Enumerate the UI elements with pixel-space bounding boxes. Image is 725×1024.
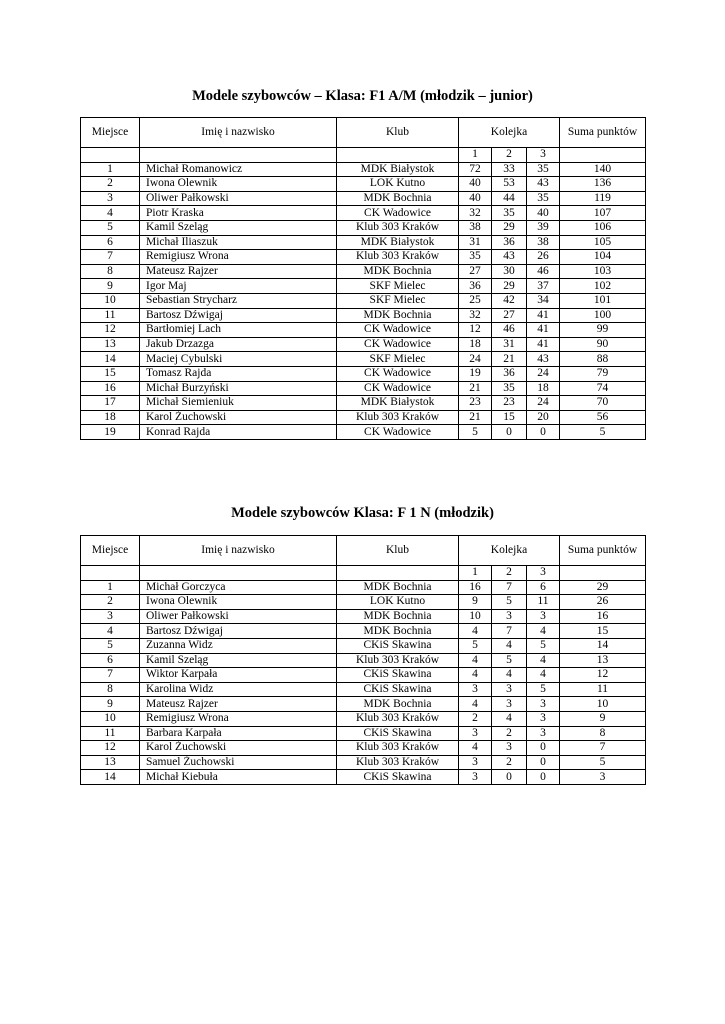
name-cell: Iwona Olewnik	[140, 595, 337, 610]
round-2-cell: 43	[492, 250, 527, 265]
round-1-cell: 72	[459, 162, 492, 177]
table-row	[81, 308, 646, 323]
sum-cell: 26	[560, 595, 646, 610]
club-cell: MDK Bochnia	[337, 580, 459, 595]
name-cell: Kamil Szeląg	[140, 220, 337, 235]
table-title: Modele szybowców Klasa: F 1 N (młodzik)	[231, 505, 494, 521]
sum-cell: 88	[560, 352, 646, 367]
place-cell: 10	[81, 293, 140, 308]
empty-cell	[337, 148, 459, 163]
round-2-cell: 36	[492, 235, 527, 250]
round-2-cell: 3	[492, 682, 527, 697]
place-cell: 11	[81, 726, 140, 741]
club-cell: SKF Mielec	[337, 293, 459, 308]
round-number-row	[81, 148, 646, 163]
round-3-cell: 35	[527, 191, 560, 206]
round-3-cell: 3	[527, 609, 560, 624]
name-cell: Tomasz Rajda	[140, 366, 337, 381]
empty-cell	[81, 566, 140, 581]
place-cell: 12	[81, 741, 140, 756]
name-cell: Karol Żuchowski	[140, 410, 337, 425]
table-row	[81, 755, 646, 770]
round-1-cell: 10	[459, 609, 492, 624]
sum-cell: 74	[560, 381, 646, 396]
sum-cell: 12	[560, 668, 646, 683]
table-row	[81, 711, 646, 726]
round-1-cell: 21	[459, 381, 492, 396]
sum-cell: 70	[560, 396, 646, 411]
club-cell: CK Wadowice	[337, 206, 459, 221]
round-3-cell: 5	[527, 682, 560, 697]
round-2-cell: 29	[492, 279, 527, 294]
round-2-cell: 2	[492, 726, 527, 741]
results-section-f1n	[80, 503, 645, 785]
round-2-cell: 2	[492, 755, 527, 770]
round-1-cell: 12	[459, 323, 492, 338]
round-number: 2	[492, 148, 527, 163]
header-name: Imię i nazwisko	[140, 536, 337, 566]
club-cell: MDK Bochnia	[337, 264, 459, 279]
round-1-cell: 3	[459, 682, 492, 697]
round-2-cell: 5	[492, 653, 527, 668]
round-2-cell: 3	[492, 697, 527, 712]
sum-cell: 100	[560, 308, 646, 323]
round-number: 2	[492, 566, 527, 581]
round-1-cell: 36	[459, 279, 492, 294]
round-number-row	[81, 566, 646, 581]
round-3-cell: 0	[527, 770, 560, 785]
round-3-cell: 24	[527, 396, 560, 411]
club-cell: SKF Mielec	[337, 352, 459, 367]
sum-cell: 119	[560, 191, 646, 206]
round-number: 1	[459, 566, 492, 581]
sum-cell: 11	[560, 682, 646, 697]
round-3-cell: 43	[527, 352, 560, 367]
place-cell: 9	[81, 697, 140, 712]
results-table	[80, 117, 646, 440]
place-cell: 17	[81, 396, 140, 411]
round-3-cell: 34	[527, 293, 560, 308]
round-3-cell: 0	[527, 755, 560, 770]
round-3-cell: 3	[527, 726, 560, 741]
table-row	[81, 425, 646, 440]
name-cell: Bartłomiej Lach	[140, 323, 337, 338]
table-row	[81, 264, 646, 279]
header-row	[81, 118, 646, 148]
header-row	[81, 536, 646, 566]
round-2-cell: 0	[492, 770, 527, 785]
club-cell: CK Wadowice	[337, 323, 459, 338]
table-row	[81, 162, 646, 177]
club-cell: Klub 303 Kraków	[337, 410, 459, 425]
round-1-cell: 4	[459, 741, 492, 756]
results-section-f1am	[80, 86, 645, 440]
round-2-cell: 7	[492, 624, 527, 639]
place-cell: 5	[81, 638, 140, 653]
round-1-cell: 25	[459, 293, 492, 308]
table-row	[81, 595, 646, 610]
round-1-cell: 3	[459, 755, 492, 770]
round-1-cell: 32	[459, 308, 492, 323]
header-sum: Suma punktów	[560, 536, 646, 566]
round-3-cell: 40	[527, 206, 560, 221]
round-2-cell: 15	[492, 410, 527, 425]
round-2-cell: 5	[492, 595, 527, 610]
club-cell: MDK Bochnia	[337, 308, 459, 323]
round-3-cell: 5	[527, 638, 560, 653]
empty-cell	[560, 148, 646, 163]
place-cell: 18	[81, 410, 140, 425]
name-cell: Igor Maj	[140, 279, 337, 294]
table-row	[81, 726, 646, 741]
round-1-cell: 31	[459, 235, 492, 250]
round-2-cell: 23	[492, 396, 527, 411]
name-cell: Mateusz Rajzer	[140, 264, 337, 279]
sum-cell: 79	[560, 366, 646, 381]
round-3-cell: 0	[527, 741, 560, 756]
table-row	[81, 381, 646, 396]
round-2-cell: 4	[492, 638, 527, 653]
sum-cell: 99	[560, 323, 646, 338]
name-cell: Mateusz Rajzer	[140, 697, 337, 712]
table-row	[81, 337, 646, 352]
round-3-cell: 26	[527, 250, 560, 265]
header-rounds: Kolejka	[459, 118, 560, 148]
round-3-cell: 11	[527, 595, 560, 610]
round-3-cell: 3	[527, 697, 560, 712]
place-cell: 8	[81, 682, 140, 697]
place-cell: 14	[81, 770, 140, 785]
place-cell: 7	[81, 668, 140, 683]
round-1-cell: 38	[459, 220, 492, 235]
name-cell: Konrad Rajda	[140, 425, 337, 440]
table-row	[81, 220, 646, 235]
round-2-cell: 35	[492, 206, 527, 221]
round-1-cell: 40	[459, 177, 492, 192]
name-cell: Samuel Żuchowski	[140, 755, 337, 770]
club-cell: Klub 303 Kraków	[337, 220, 459, 235]
club-cell: MDK Białystok	[337, 162, 459, 177]
place-cell: 6	[81, 235, 140, 250]
sum-cell: 104	[560, 250, 646, 265]
round-3-cell: 41	[527, 337, 560, 352]
place-cell: 9	[81, 279, 140, 294]
place-cell: 16	[81, 381, 140, 396]
club-cell: Klub 303 Kraków	[337, 755, 459, 770]
place-cell: 5	[81, 220, 140, 235]
round-number: 3	[527, 148, 560, 163]
name-cell: Remigiusz Wrona	[140, 711, 337, 726]
sum-cell: 14	[560, 638, 646, 653]
round-3-cell: 35	[527, 162, 560, 177]
table-row	[81, 250, 646, 265]
round-3-cell: 24	[527, 366, 560, 381]
header-rounds: Kolejka	[459, 536, 560, 566]
place-cell: 3	[81, 609, 140, 624]
sum-cell: 56	[560, 410, 646, 425]
round-3-cell: 6	[527, 580, 560, 595]
place-cell: 12	[81, 323, 140, 338]
table-row	[81, 580, 646, 595]
name-cell: Kamil Szeląg	[140, 653, 337, 668]
club-cell: LOK Kutno	[337, 177, 459, 192]
name-cell: Karol Żuchowski	[140, 741, 337, 756]
place-cell: 4	[81, 624, 140, 639]
club-cell: MDK Białystok	[337, 235, 459, 250]
round-3-cell: 43	[527, 177, 560, 192]
club-cell: Klub 303 Kraków	[337, 711, 459, 726]
sum-cell: 15	[560, 624, 646, 639]
round-2-cell: 3	[492, 741, 527, 756]
results-table	[80, 535, 646, 785]
club-cell: CK Wadowice	[337, 381, 459, 396]
club-cell: MDK Bochnia	[337, 609, 459, 624]
sum-cell: 5	[560, 755, 646, 770]
club-cell: LOK Kutno	[337, 595, 459, 610]
empty-cell	[140, 148, 337, 163]
round-1-cell: 4	[459, 697, 492, 712]
sum-cell: 90	[560, 337, 646, 352]
round-2-cell: 30	[492, 264, 527, 279]
header-sum: Suma punktów	[560, 118, 646, 148]
table-row	[81, 366, 646, 381]
round-1-cell: 21	[459, 410, 492, 425]
round-2-cell: 4	[492, 668, 527, 683]
table-row	[81, 352, 646, 367]
club-cell: CKiS Skawina	[337, 770, 459, 785]
header-place: Miejsce	[81, 536, 140, 566]
round-2-cell: 33	[492, 162, 527, 177]
table-row	[81, 279, 646, 294]
round-2-cell: 44	[492, 191, 527, 206]
name-cell: Michał Kiebuła	[140, 770, 337, 785]
sum-cell: 140	[560, 162, 646, 177]
round-2-cell: 29	[492, 220, 527, 235]
table-row	[81, 741, 646, 756]
round-3-cell: 3	[527, 711, 560, 726]
round-2-cell: 35	[492, 381, 527, 396]
club-cell: SKF Mielec	[337, 279, 459, 294]
name-cell: Zuzanna Widz	[140, 638, 337, 653]
round-2-cell: 21	[492, 352, 527, 367]
table-row	[81, 668, 646, 683]
empty-cell	[81, 148, 140, 163]
name-cell: Sebastian Strycharz	[140, 293, 337, 308]
header-club: Klub	[337, 118, 459, 148]
round-1-cell: 24	[459, 352, 492, 367]
round-2-cell: 7	[492, 580, 527, 595]
club-cell: CKiS Skawina	[337, 682, 459, 697]
header-club: Klub	[337, 536, 459, 566]
round-1-cell: 16	[459, 580, 492, 595]
name-cell: Remigiusz Wrona	[140, 250, 337, 265]
round-3-cell: 18	[527, 381, 560, 396]
round-number: 3	[527, 566, 560, 581]
place-cell: 4	[81, 206, 140, 221]
round-3-cell: 41	[527, 323, 560, 338]
table-row	[81, 206, 646, 221]
name-cell: Maciej Cybulski	[140, 352, 337, 367]
sum-cell: 107	[560, 206, 646, 221]
club-cell: CKiS Skawina	[337, 638, 459, 653]
round-1-cell: 35	[459, 250, 492, 265]
sum-cell: 29	[560, 580, 646, 595]
empty-cell	[560, 566, 646, 581]
sum-cell: 106	[560, 220, 646, 235]
name-cell: Iwona Olewnik	[140, 177, 337, 192]
round-1-cell: 5	[459, 638, 492, 653]
round-2-cell: 36	[492, 366, 527, 381]
place-cell: 19	[81, 425, 140, 440]
round-1-cell: 4	[459, 653, 492, 668]
place-cell: 2	[81, 595, 140, 610]
round-3-cell: 4	[527, 668, 560, 683]
table-row	[81, 682, 646, 697]
name-cell: Michał Gorczyca	[140, 580, 337, 595]
club-cell: CK Wadowice	[337, 425, 459, 440]
place-cell: 13	[81, 337, 140, 352]
table-row	[81, 609, 646, 624]
header-place: Miejsce	[81, 118, 140, 148]
round-1-cell: 4	[459, 624, 492, 639]
round-2-cell: 46	[492, 323, 527, 338]
name-cell: Jakub Drzazga	[140, 337, 337, 352]
round-1-cell: 2	[459, 711, 492, 726]
name-cell: Karolina Widz	[140, 682, 337, 697]
table-row	[81, 191, 646, 206]
name-cell: Michał Burzyński	[140, 381, 337, 396]
name-cell: Wiktor Karpała	[140, 668, 337, 683]
place-cell: 13	[81, 755, 140, 770]
table-row	[81, 410, 646, 425]
club-cell: MDK Bochnia	[337, 191, 459, 206]
sum-cell: 136	[560, 177, 646, 192]
sum-cell: 10	[560, 697, 646, 712]
name-cell: Bartosz Dźwigaj	[140, 624, 337, 639]
round-3-cell: 4	[527, 624, 560, 639]
round-3-cell: 39	[527, 220, 560, 235]
sum-cell: 8	[560, 726, 646, 741]
round-3-cell: 37	[527, 279, 560, 294]
club-cell: Klub 303 Kraków	[337, 250, 459, 265]
club-cell: CKiS Skawina	[337, 726, 459, 741]
place-cell: 6	[81, 653, 140, 668]
place-cell: 1	[81, 162, 140, 177]
table-row	[81, 177, 646, 192]
round-2-cell: 3	[492, 609, 527, 624]
table-row	[81, 770, 646, 785]
round-1-cell: 23	[459, 396, 492, 411]
sum-cell: 103	[560, 264, 646, 279]
club-cell: MDK Bochnia	[337, 697, 459, 712]
round-1-cell: 19	[459, 366, 492, 381]
round-1-cell: 9	[459, 595, 492, 610]
round-1-cell: 18	[459, 337, 492, 352]
round-2-cell: 27	[492, 308, 527, 323]
club-cell: CKiS Skawina	[337, 668, 459, 683]
round-1-cell: 27	[459, 264, 492, 279]
place-cell: 7	[81, 250, 140, 265]
round-1-cell: 3	[459, 770, 492, 785]
round-1-cell: 32	[459, 206, 492, 221]
sum-cell: 105	[560, 235, 646, 250]
round-3-cell: 41	[527, 308, 560, 323]
round-1-cell: 3	[459, 726, 492, 741]
sum-cell: 16	[560, 609, 646, 624]
place-cell: 11	[81, 308, 140, 323]
round-2-cell: 0	[492, 425, 527, 440]
sum-cell: 101	[560, 293, 646, 308]
place-cell: 1	[81, 580, 140, 595]
header-name: Imię i nazwisko	[140, 118, 337, 148]
sum-cell: 7	[560, 741, 646, 756]
round-number: 1	[459, 148, 492, 163]
empty-cell	[337, 566, 459, 581]
sum-cell: 102	[560, 279, 646, 294]
club-cell: CK Wadowice	[337, 366, 459, 381]
place-cell: 2	[81, 177, 140, 192]
sum-cell: 9	[560, 711, 646, 726]
place-cell: 10	[81, 711, 140, 726]
round-3-cell: 46	[527, 264, 560, 279]
table-row	[81, 235, 646, 250]
round-1-cell: 4	[459, 668, 492, 683]
name-cell: Michał Iliaszuk	[140, 235, 337, 250]
club-cell: CK Wadowice	[337, 337, 459, 352]
name-cell: Oliwer Pałkowski	[140, 191, 337, 206]
sum-cell: 5	[560, 425, 646, 440]
name-cell: Piotr Kraska	[140, 206, 337, 221]
table-row	[81, 697, 646, 712]
empty-cell	[140, 566, 337, 581]
club-cell: MDK Białystok	[337, 396, 459, 411]
round-1-cell: 5	[459, 425, 492, 440]
name-cell: Barbara Karpała	[140, 726, 337, 741]
place-cell: 3	[81, 191, 140, 206]
table-row	[81, 638, 646, 653]
place-cell: 14	[81, 352, 140, 367]
round-3-cell: 0	[527, 425, 560, 440]
place-cell: 15	[81, 366, 140, 381]
name-cell: Oliwer Pałkowski	[140, 609, 337, 624]
name-cell: Bartosz Dźwigaj	[140, 308, 337, 323]
place-cell: 8	[81, 264, 140, 279]
name-cell: Michał Siemieniuk	[140, 396, 337, 411]
round-3-cell: 4	[527, 653, 560, 668]
table-row	[81, 624, 646, 639]
club-cell: Klub 303 Kraków	[337, 741, 459, 756]
club-cell: Klub 303 Kraków	[337, 653, 459, 668]
table-row	[81, 323, 646, 338]
round-3-cell: 38	[527, 235, 560, 250]
sum-cell: 3	[560, 770, 646, 785]
table-row	[81, 396, 646, 411]
round-2-cell: 53	[492, 177, 527, 192]
round-2-cell: 4	[492, 711, 527, 726]
sum-cell: 13	[560, 653, 646, 668]
table-row	[81, 653, 646, 668]
club-cell: MDK Bochnia	[337, 624, 459, 639]
round-2-cell: 42	[492, 293, 527, 308]
table-row	[81, 293, 646, 308]
table-title: Modele szybowców – Klasa: F1 A/M (młodzik – junior)	[192, 88, 533, 104]
name-cell: Michał Romanowicz	[140, 162, 337, 177]
round-1-cell: 40	[459, 191, 492, 206]
round-3-cell: 20	[527, 410, 560, 425]
round-2-cell: 31	[492, 337, 527, 352]
